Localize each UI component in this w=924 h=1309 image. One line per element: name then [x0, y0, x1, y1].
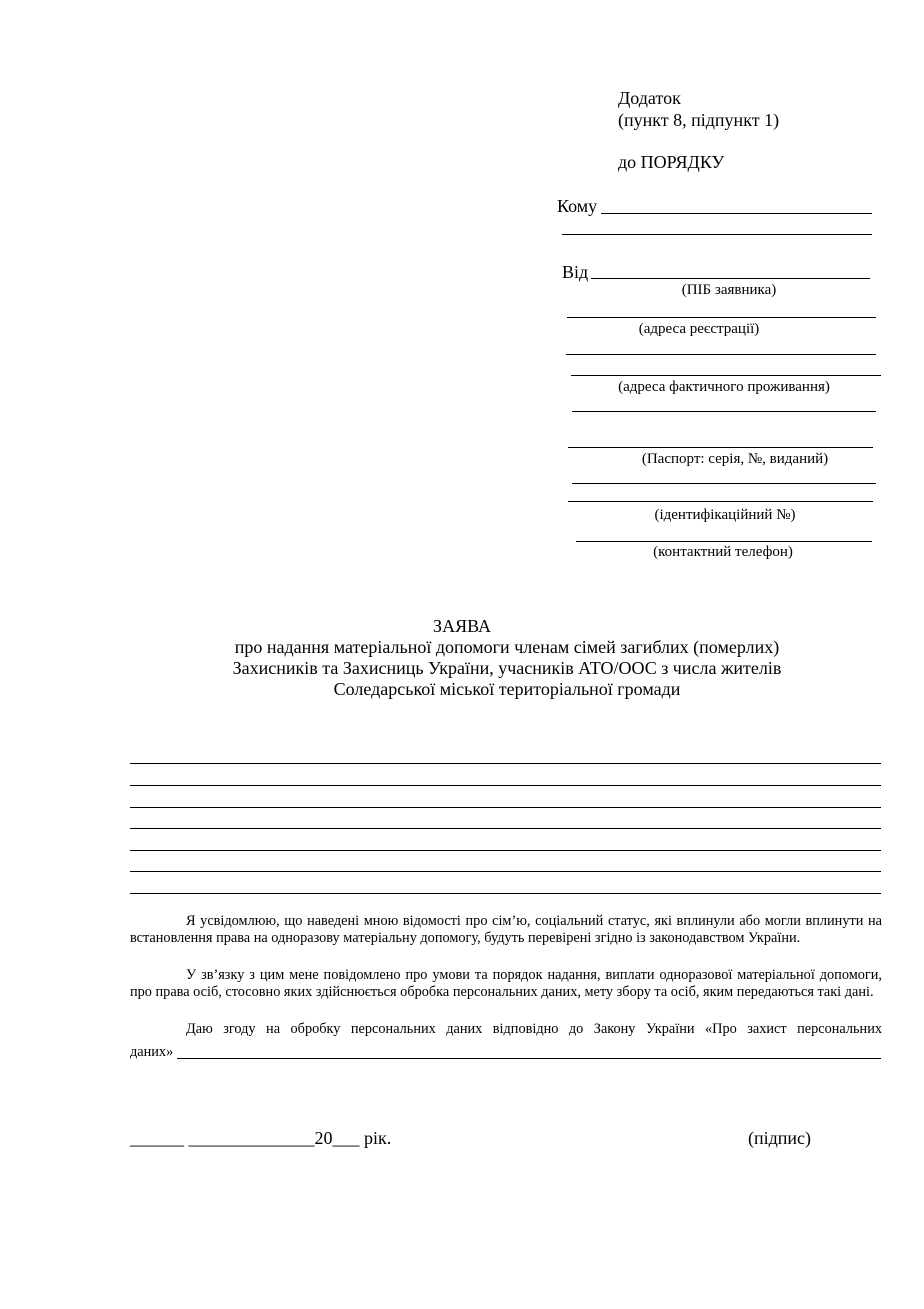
consent-line[interactable]	[177, 1058, 881, 1059]
acknowledgement-paragraph: Я усвідомлюю, що наведені мною відомості про сім’ю, соціальний статус, які вплинули або могли вплинути на встановлення права на одноразову матеріальну допомогу, будуть перевірені згідно із законодавством України.	[130, 913, 882, 946]
date-field[interactable]: ______ ______________20___ рік.	[130, 1128, 392, 1148]
from-field-line[interactable]	[591, 278, 870, 279]
statement-text-line[interactable]	[130, 828, 881, 829]
registration-address-line[interactable]	[567, 317, 876, 318]
from-label: Від	[562, 262, 589, 282]
to-field-line-2[interactable]	[562, 234, 872, 235]
passport-caption: (Паспорт: серія, №, виданий)	[641, 451, 829, 467]
passport-line[interactable]	[568, 447, 873, 448]
registration-address-line-2[interactable]	[566, 354, 876, 355]
statement-text-line[interactable]	[130, 807, 881, 808]
statement-text-line[interactable]	[130, 850, 881, 851]
passport-line-2[interactable]	[572, 483, 876, 484]
statement-heading: ЗАЯВА	[433, 616, 491, 636]
statement-subtitle-2: Захисників та Захисниць України, учасників АТО/ООС з числа жителів	[232, 658, 782, 678]
addendum-label: Додаток	[618, 88, 681, 108]
phone-line[interactable]	[576, 541, 872, 542]
actual-address-line[interactable]	[571, 375, 881, 376]
signature-caption: (підпис)	[748, 1128, 812, 1148]
to-field-line[interactable]	[601, 213, 872, 214]
phone-caption: (контактний телефон)	[653, 544, 793, 560]
actual-address-line-2[interactable]	[572, 411, 876, 412]
statement-subtitle-1: про надання матеріальної допомоги членам сімей загиблих (померлих)	[234, 637, 780, 657]
statement-text-line[interactable]	[130, 785, 881, 786]
tax-id-line[interactable]	[568, 501, 873, 502]
registration-address-caption: (адреса реєстрації)	[638, 321, 760, 337]
statement-text-line[interactable]	[130, 893, 881, 894]
clause-label: (пункт 8, підпункт 1)	[618, 110, 780, 130]
statement-subtitle-3: Соледарської міської територіальної громади	[333, 679, 681, 699]
consent-paragraph: Даю згоду на обробку персональних даних відповідно до Закону України «Про захист персональних	[186, 1021, 882, 1037]
actual-address-caption: (адреса фактичного проживання)	[618, 379, 830, 395]
to-label: Кому	[557, 196, 598, 216]
consent-paragraph-end: даних»	[130, 1044, 174, 1060]
notification-paragraph: У зв’язку з цим мене повідомлено про умови та порядок надання, виплати одноразової матеріальної допомоги, про права осіб, стосовно яких здійснюється обробка персональних даних, мету збору та осіб, яким передаються такі дані.	[130, 967, 882, 1000]
statement-text-line[interactable]	[130, 871, 881, 872]
tax-id-caption: (ідентифікаційний №)	[654, 507, 796, 523]
order-label: до ПОРЯДКУ	[618, 152, 725, 172]
name-caption: (ПІБ заявника)	[681, 282, 777, 298]
statement-text-line[interactable]	[130, 763, 881, 764]
